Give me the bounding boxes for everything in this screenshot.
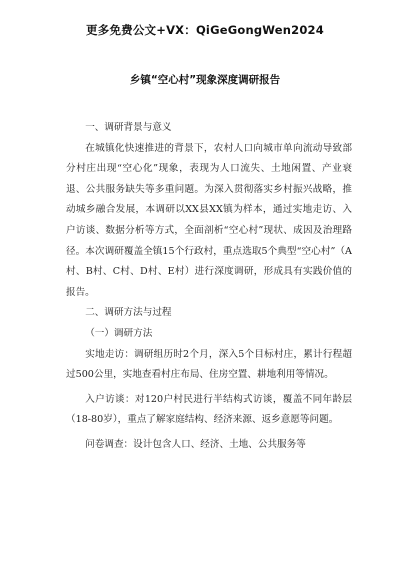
paragraph-household-interview: 入户访谈：对120户村民进行半结构式访谈，覆盖不同年龄层（18-80岁），重点了解家庭结构、经济来源、返乡意愿等问题。 <box>66 393 352 426</box>
document-title: 乡镇“空心村”现象深度调研报告 <box>129 74 281 86</box>
section-1-paragraph: 在城镇化快速推进的背景下，农村人口向城市单向流动导致部分村庄出现“空心化”现象，表现为人口流失、土地闲置、产业衰退、公共服务缺失等多重问题。为深入贯彻落实乡村振兴战略，推动城乡融合发展，本调研以XX县XX镇为样本，通过实地走访、入户访谈、数据分析等方式，全面剖析“空心村”现状、成因及治理路径。本次调研覆盖全镇15个行政村，重点选取5个典型“空心村”（A村、B村、C村、D村、E村）进行深度调研，形成具有实践价值的报告。 <box>66 142 352 298</box>
section-2-heading: 二、调研方法与过程 <box>85 307 172 319</box>
section-1-heading: 一、调研背景与意义 <box>85 122 172 133</box>
document-body <box>66 118 352 456</box>
paragraph-questionnaire: 问卷调查：设计包含人口、经济、土地、公共服务等 <box>85 438 306 450</box>
section-2-subheading: （一）调研方法 <box>85 327 153 339</box>
paragraph-field-visit: 实地走访：调研组历时2个月，深入5个目标村庄，累计行程超过500公里，实地查看村庄布局、住房空置、耕地利用等情况。 <box>66 348 352 381</box>
promo-banner: 更多免费公文+VX：QiGeGongWen2024 <box>86 23 324 37</box>
